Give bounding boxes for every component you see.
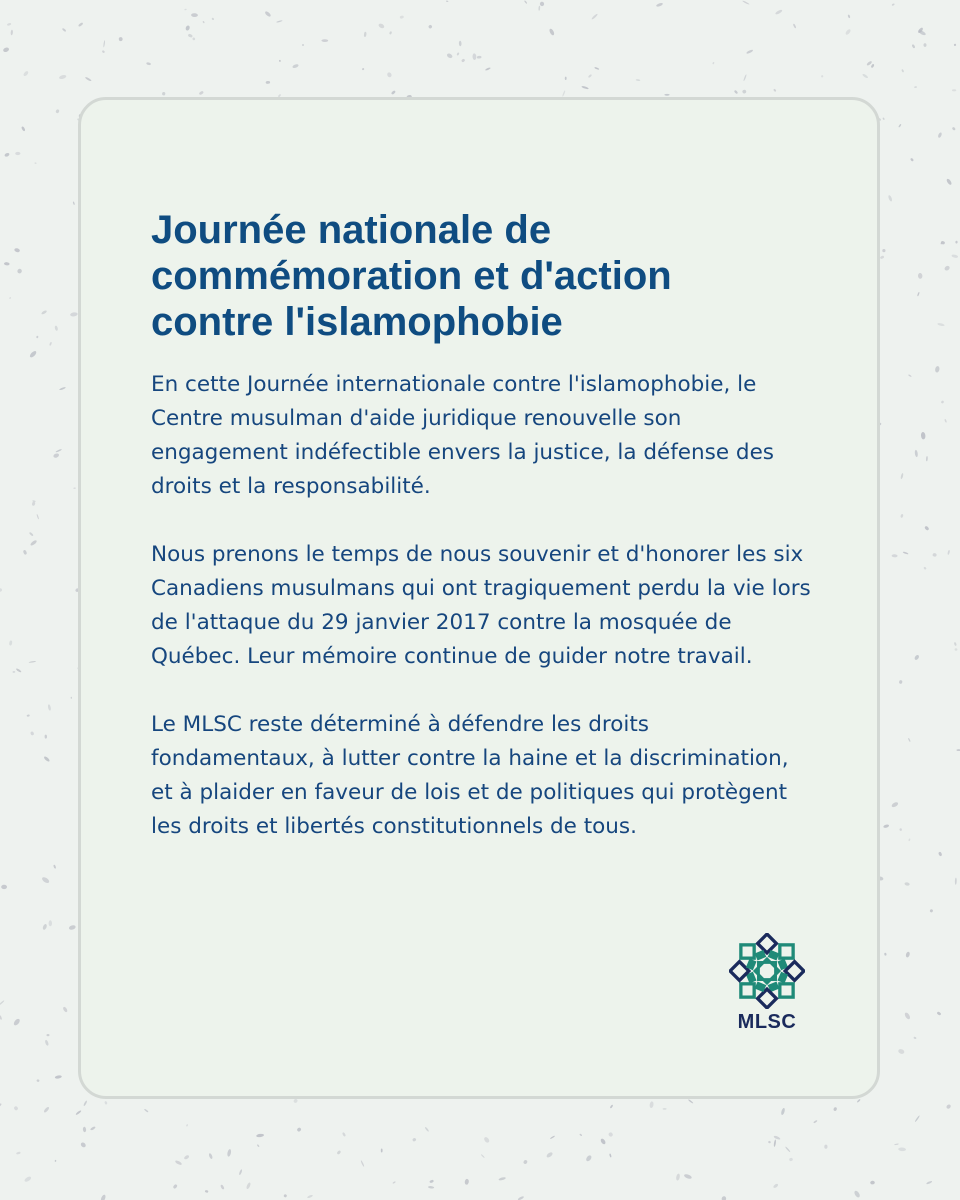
logo-text: MLSC xyxy=(737,1011,797,1033)
post-title: Journée nationale de commémoration et d'action contre l'islamophobie xyxy=(151,208,672,344)
post-body xyxy=(151,368,811,878)
content-card xyxy=(78,97,880,1099)
paragraph-commitment: Le MLSC reste déterminé à défendre les droits fondamentaux, à lutter contre la haine et la discrimination, et à plaider en faveur de lois et de politiques qui protègent les droits et libertés constitutionnels de tous. xyxy=(151,712,789,839)
mlsc-logo xyxy=(726,933,808,1034)
geometric-star-icon xyxy=(729,933,805,1009)
paragraph-remembrance: Nous prenons le temps de nous souvenir et d'honorer les six Canadiens musulmans qui ont tragiquement perdu la vie lors de l'attaque du 29 janvier 2017 contre la mosquée de Québec. Leur mémoire continue de guider notre travail. xyxy=(151,542,811,669)
paragraph-intro: En cette Journée internationale contre l'islamophobie, le Centre musulman d'aide juridique renouvelle son engagement indéfectible envers la justice, la défense des droits et la responsabilité. xyxy=(151,372,774,499)
